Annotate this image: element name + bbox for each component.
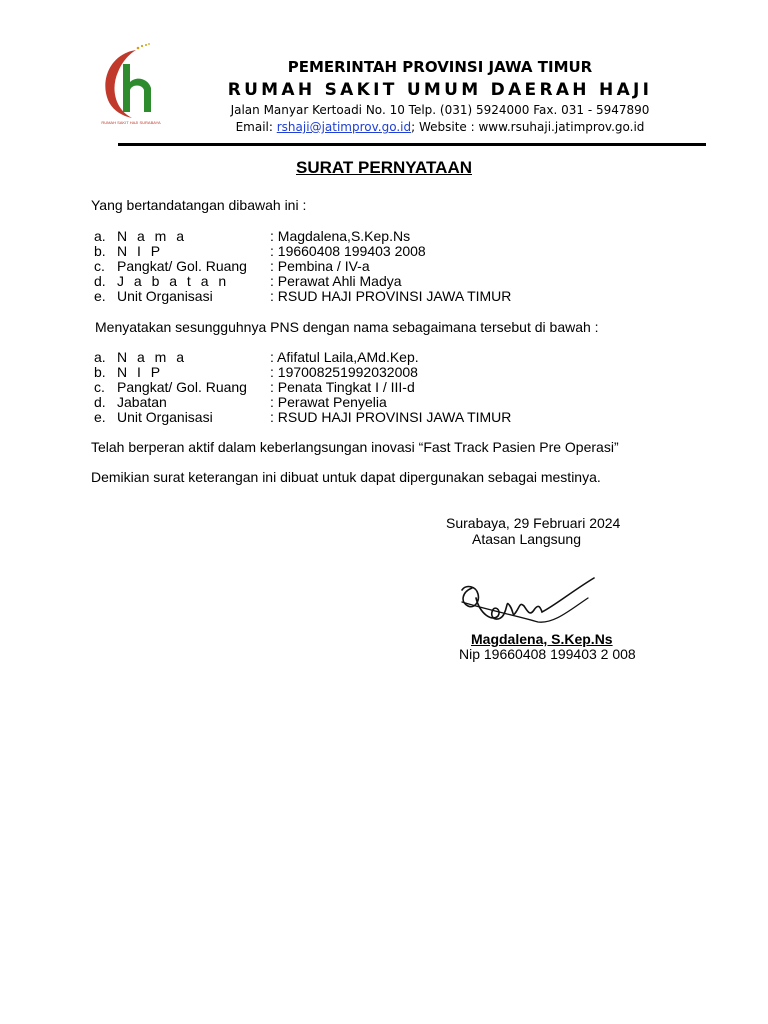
hospital-address: Jalan Manyar Kertoadi No. 10 Telp. (031) 5924000 Fax. 031 - 5947890: [230, 103, 650, 117]
website-text: ; Website : www.rsuhaji.jatimprov.go.id: [411, 120, 645, 134]
email-link[interactable]: rshaji@jatimprov.go.id: [276, 120, 412, 134]
intro-text: Yang bertandatangan dibawah ini :: [91, 197, 307, 213]
hospital-logo-icon: [96, 40, 166, 128]
signer-nip: Nip 19660408 199403 2 008: [459, 646, 636, 662]
logo-caption: RUMAH SAKIT HAJI SURABAYA: [101, 120, 161, 125]
government-name: PEMERINTAH PROVINSI JAWA TIMUR: [287, 58, 593, 76]
signer-name: Magdalena, S.Kep.Ns: [471, 631, 613, 647]
role-text: Telah berperan aktif dalam keberlangsungan inovasi “Fast Track Pasien Pre Operasi”: [91, 439, 619, 455]
handwritten-signature-icon: [458, 576, 598, 632]
statement-text: Menyatakan sesungguhnya PNS dengan nama sebagaimana tersebut di bawah :: [95, 319, 599, 335]
hospital-name: RUMAH SAKIT UMUM DAERAH HAJI: [227, 80, 653, 100]
contact-line: Email: rshaji@jatimprov.go.id; Website : www.rsuhaji.jatimprov.go.id: [235, 120, 645, 134]
letterhead-divider: [118, 143, 706, 146]
document-title: SURAT PERNYATAAN: [296, 158, 472, 177]
letterhead: [180, 56, 700, 136]
place-date: Surabaya, 29 Februari 2024: [446, 515, 621, 531]
closing-text: Demikian surat keterangan ini dibuat untuk dapat dipergunakan sebagai mestinya.: [91, 469, 601, 485]
signer-position: Atasan Langsung: [472, 531, 581, 547]
